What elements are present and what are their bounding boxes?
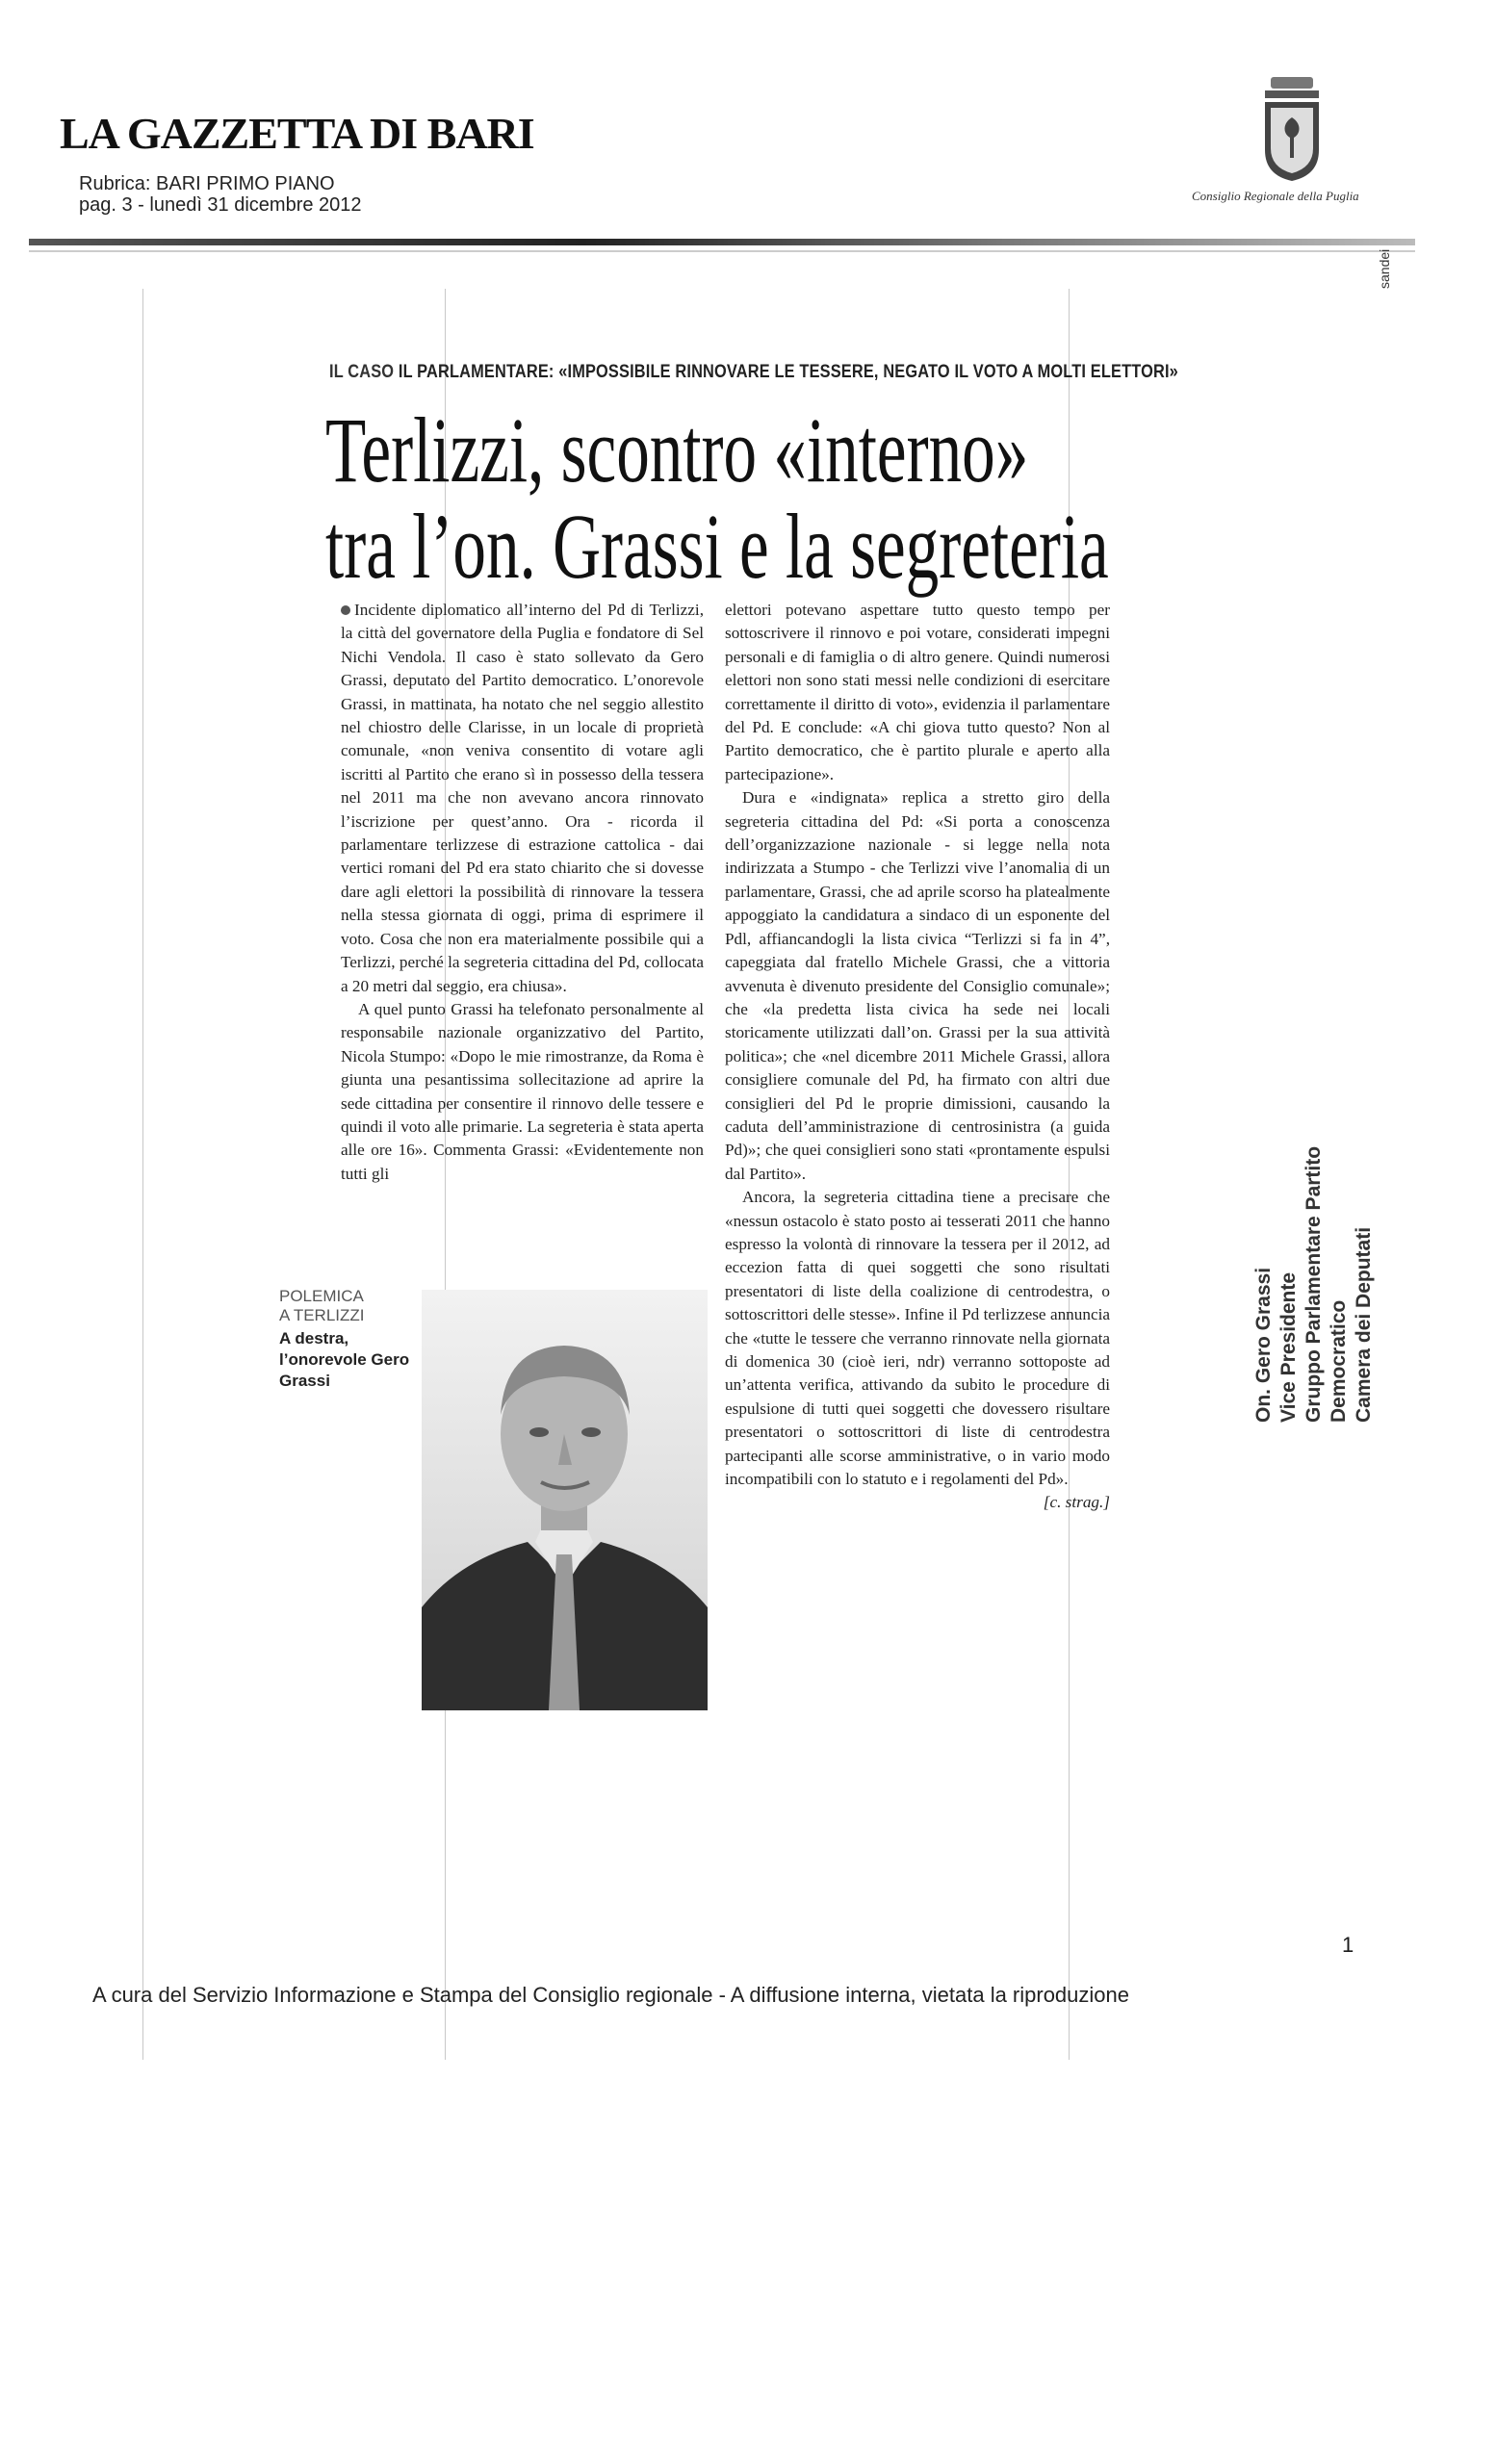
paragraph: Dura e «indignata» replica a stretto giro della segreteria cittadina del Pd: «Si porta a conoscenza dell’organizzazione nazionale - si legge nella nota indirizzata a Stumpo - che Terlizzi vive l’anomalia di un parlamentare, Grassi, che ad aprile scorso ha platealmente appoggiato la candidatura a sindaco di un esponente del Pdl, affiancandogli la lista civica “Terlizzi si fa in 4”, capeggiata dal fratello Michele Grassi, che a vittoria avvenuta è divenuto presidente del Consiglio comunale»; che «la predetta lista civica ha sede nei locali storicamente utilizzati dall’on. Grassi per la sua attività politica»; che «nel dicembre 2011 Michele Grassi, allora consigliere comunale del Pd, ha firmato con altri due consiglieri del Pd le proprie dimissioni, causando la caduta dell’amministrazione di centrosinistra (a guida Pd)»; che quei consiglieri sono stati «prontamente espulsi dal Partito». bbox=[725, 788, 1110, 1183]
paragraph-text: Incidente diplomatico all’interno del Pd di Terlizzi, la città del governatore della Puglia e fondatore di Sel Nichi Vendola. Il caso è stato sollevato da Gero Grassi, deputato del Partito democratico. L’onorevole Grassi, in mattinata, ha notato che nel seggio allestito nel chiostro delle Clarisse, in un locale di proprietà comunale, «non veniva consentito di votare agli iscritti al Partito che erano sì in possesso della tessera nel 2011 ma che non avevano ancora rinnovato l’iscrizione per quest’anno. Ora - ricorda il parlamentare terlizzese di estrazione cattolica - dai vertici romani del Pd era stato chiarito che si dovesse dare agli elettori la possibilità di rinnovare la tessera nella stessa giornata di oggi, prima di esprimere il voto. Cosa che non era materialmente possibile qui a Terlizzi, perché la segreteria cittadina del Pd, collocata a 20 metri dal seggio, era chiusa». bbox=[341, 601, 704, 995]
author-signoff: [c. strag.] bbox=[1043, 1493, 1110, 1512]
caption-kicker: A TERLIZZI bbox=[279, 1306, 365, 1324]
article-kicker bbox=[329, 362, 1178, 383]
header-rule-thin bbox=[29, 250, 1415, 252]
paragraph: elettori potevano aspettare tutto questo tempo per sottoscrivere il rinnovo e poi votare, considerati impegni personali e di famiglia o di altro genere. Quindi numerosi elettori non sono stati messi nelle condizioni di esercitare correttamente il diritto di voto», evidenzia il parlamentare del Pd. E conclude: «A chi giova tutto questo? Non al Partito democratico, che è partito plurale e aperto alla partecipazione». bbox=[725, 601, 1110, 783]
author-sidebar bbox=[1251, 1038, 1377, 1423]
sidebar-line: On. Gero Grassi bbox=[1252, 1267, 1275, 1423]
article-column-1 bbox=[341, 599, 704, 1186]
article-column-2 bbox=[725, 599, 1110, 1515]
region-crest-icon bbox=[1257, 75, 1327, 183]
bullet-icon bbox=[341, 605, 350, 615]
footer-notice: A cura del Servizio Informazione e Stampa del Consiglio regionale - A diffusione interna, vietata la riproduzione bbox=[92, 1983, 1130, 2007]
page-number: 1 bbox=[1342, 1933, 1354, 1957]
page-date-label: pag. 3 - lunedì 31 dicembre 2012 bbox=[79, 194, 362, 216]
caption-kicker: POLEMICA bbox=[279, 1287, 364, 1305]
sidebar-line: Camera dei Deputati bbox=[1353, 1226, 1375, 1423]
photo-caption: A destra, l’onorevole Gero Grassi bbox=[279, 1329, 410, 1390]
rubrica-label: Rubrica: BARI PRIMO PIANO bbox=[79, 173, 335, 194]
paragraph bbox=[341, 599, 704, 998]
sandei-label: sandei bbox=[1377, 248, 1392, 289]
headline-line-2: tra l’on. Grassi e la segreteria bbox=[325, 495, 1109, 598]
kicker-label: IL CASO bbox=[329, 362, 395, 382]
sidebar-line: Gruppo Parlamentare Partito Democratico bbox=[1303, 1145, 1350, 1423]
sidebar-line: Vice Presidente bbox=[1277, 1271, 1300, 1423]
paragraph bbox=[725, 1186, 1110, 1512]
person-portrait-icon bbox=[422, 1290, 708, 1710]
kicker-text: IL PARLAMENTARE: «IMPOSSIBILE RINNOVARE LE TESSERE, NEGATO IL VOTO A MOLTI ELETTORI» bbox=[398, 362, 1178, 382]
newspaper-masthead: LA GAZZETTA DI BARI bbox=[60, 109, 534, 158]
council-name: Consiglio Regionale della Puglia bbox=[1192, 189, 1359, 203]
header-rule bbox=[29, 239, 1415, 245]
paragraph: A quel punto Grassi ha telefonato personalmente al responsabile nazionale organizzativo del Partito, Nicola Stumpo: «Dopo le mie rimostranze, da Roma è giunta una pesantissima sollecitazione ad aprire la sede cittadina per consentire il rinnovo delle tessere e quindi il voto alle primarie. La segreteria è stata aperta alle ore 16». Commenta Grassi: «Evidentemente non tutti gli bbox=[341, 999, 704, 1183]
portrait-photo bbox=[422, 1290, 708, 1710]
scan-line bbox=[142, 289, 143, 2060]
paragraph-text: Ancora, la segreteria cittadina tiene a precisare che «nessun ostacolo è stato posto ai tesserati 2011 che hanno espresso la volontà di rinnovare la tessera per il 2012, ad eccezion fatta di quei soggetti che sono risultati presentatori di liste della coalizione di centrodestra, o sottoscrittori delle stesse». Infine il Pd terlizzese annuncia che «tutte le tessere che verranno rinnovate nella giornata di domenica 30 (cioè ieri, ndr) verranno sottoposte ad un’attenta verifica, attivando da subito le procedure di espulsione di tutti quei soggetti che dovessero risultare presentatori o sottoscrittori di liste di centrodestra partecipanti alle scorse amministrative, o in vario modo incompatibili con lo statuto e i regolamenti del Pd». bbox=[725, 1188, 1110, 1489]
headline-line-1: Terlizzi, scontro «interno» bbox=[325, 398, 1029, 501]
